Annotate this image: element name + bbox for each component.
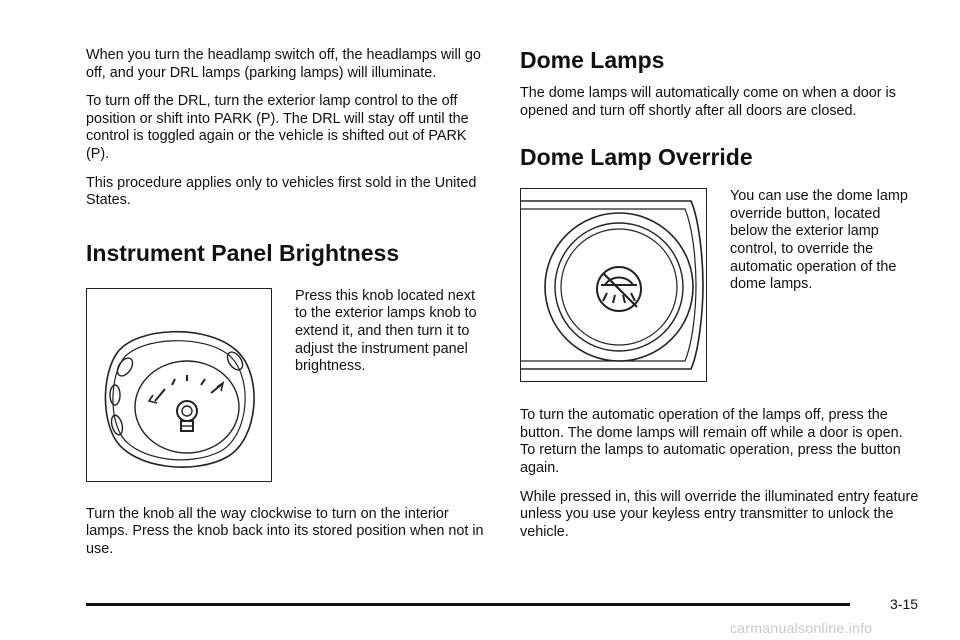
headlamp-off-paragraph: When you turn the headlamp switch off, the headlamps will go off, and your DRL lamps (parking lamps) will illuminate. (86, 47, 481, 81)
right-column (520, 47, 920, 552)
drl-off-paragraph: To turn off the DRL, turn the exterior lamp control to the off position or shift into PARK (P). The DRL will stay off until the control is toggled again or the vehicle is shifted out of PARK (P). (86, 93, 469, 162)
page-number: 3-15 (890, 596, 919, 612)
brightness-figure-row (86, 288, 491, 482)
illuminated-entry-paragraph: While pressed in, this will override the illuminated entry feature unless you use your keyless entry transmitter to unlock the vehicle. (520, 488, 919, 540)
instrument-panel-brightness-knob-icon (87, 289, 270, 480)
brightness-knob-description: Press this knob located next to the exterior lamps knob to extend it, and then turn it to adjust the instrument panel brightness. (295, 287, 477, 375)
automatic-off-paragraph: To turn the automatic operation of the lamps off, press the button. The dome lamps will remain off while a door is open. To return the lamps to automatic operation, press the button again. (520, 407, 903, 476)
footer-rule (86, 603, 850, 606)
watermark: carmanualsonline.info (730, 620, 873, 636)
instrument-panel-brightness-heading: Instrument Panel Brightness (86, 239, 400, 266)
brightness-figure-caption (295, 288, 485, 376)
dome-override-description: You can use the dome lamp override button, located below the exterior lamp control, to override the automatic operation of the dome lamps. (730, 188, 908, 293)
brightness-knob-figure (86, 288, 272, 482)
dome-lamp-override-button-icon (521, 189, 705, 380)
left-column (86, 47, 491, 570)
dome-lamps-paragraph: The dome lamps will automatically come on when a door is opened and turn off shortly after all doors are closed. (520, 85, 896, 119)
dome-lamp-override-heading: Dome Lamp Override (520, 144, 753, 171)
dome-override-figure-row (520, 188, 920, 382)
dome-override-figure (520, 188, 707, 382)
interior-lamps-paragraph: Turn the knob all the way clockwise to turn on the interior lamps. Press the knob back into its stored position when not in use. (86, 505, 484, 557)
dome-lamps-heading: Dome Lamps (520, 47, 665, 73)
us-vehicles-paragraph: This procedure applies only to vehicles first sold in the United States. (86, 174, 477, 209)
dome-override-caption (730, 188, 920, 294)
